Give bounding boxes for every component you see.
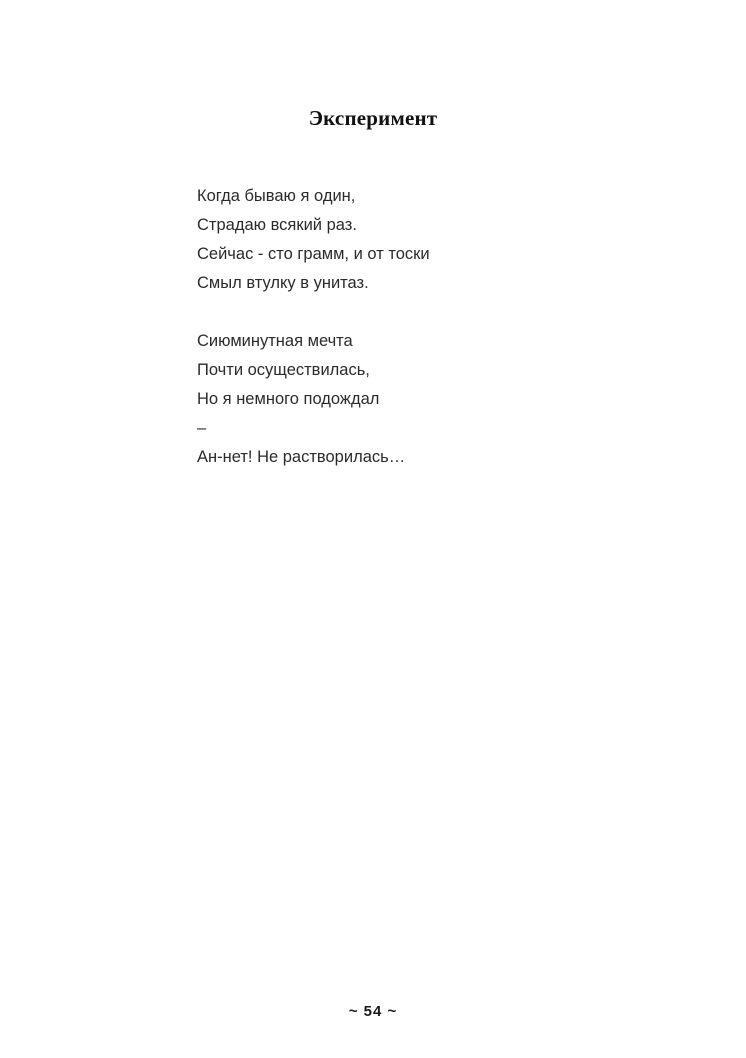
poem-line: Смыл втулку в унитаз. (197, 274, 369, 292)
stanza (197, 327, 677, 472)
poem-line: Когда бываю я один, (197, 187, 356, 205)
poem-body (197, 182, 677, 472)
page-number: ~ 54 ~ (348, 1003, 398, 1020)
poem-line: Сиюминутная мечта (197, 332, 353, 350)
poem-line: Сейчас - сто грамм, и от тоски (197, 245, 430, 263)
poem-line: Страдаю всякий раз. (197, 216, 357, 234)
poem-line: Ан-нет! Не растворилась… (197, 448, 406, 466)
stanza (197, 182, 677, 298)
poem-line: Почти осуществилась, (197, 361, 370, 379)
poem-line: – (197, 419, 207, 437)
poem-line: Но я немного подождал (197, 390, 380, 408)
page-title: Эксперимент (308, 106, 438, 130)
